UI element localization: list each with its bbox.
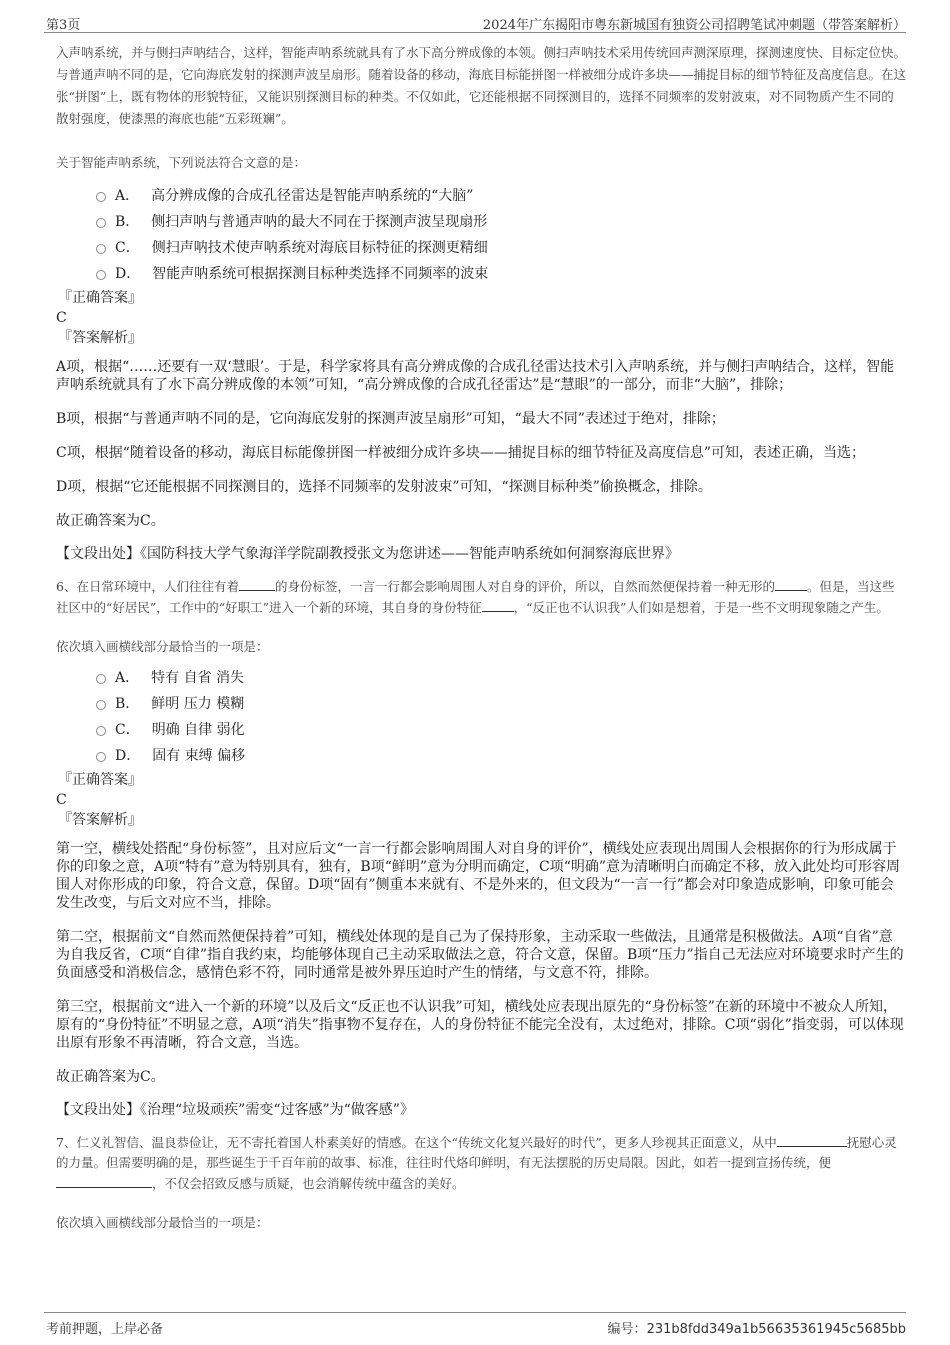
- radio-icon[interactable]: [96, 752, 106, 762]
- q5-option-a[interactable]: A． 高分辨成像的合成孔径雷达是智能声呐系统的“大脑”: [96, 182, 906, 208]
- q6-source: 【文段出处】《治理“垃圾顽疾”需变“过客感”为“做客感”》: [56, 1102, 414, 1118]
- document-title: 2024年广东揭阳市粤东新城国有独资公司招聘笔试冲刺题（带答案解析）: [482, 18, 906, 33]
- page-header: [44, 10, 906, 33]
- q5-analysis: [56, 358, 906, 530]
- q5-analysis-c: C项，根据“随着设备的移动，海底目标能像拼图一样被细分成许多块——捕捉目标的细节特征及高度信息”可知，表述正确，当选；: [56, 445, 866, 461]
- q6-answer: C: [56, 792, 67, 808]
- radio-icon[interactable]: [96, 244, 106, 254]
- radio-icon[interactable]: [96, 726, 106, 736]
- page-content: [56, 42, 906, 1234]
- q6-question: 依次填入画横线部分最恰当的一项是：: [56, 639, 269, 654]
- q6-answer-label: 『正确答案』: [58, 772, 142, 788]
- q5-source: 【文段出处】《国防科技大学气象海洋学院副教授张文为您讲述——智能声呐系统如何洞察海底世界》: [56, 546, 679, 562]
- q6-option-b[interactable]: B． 鲜明 压力 模糊: [96, 690, 906, 716]
- radio-icon[interactable]: [96, 674, 106, 684]
- q6-analysis-blank2: 第二空，根据前文“自然而然便保持着”可知，横线处体现的是自己为了保持形象，主动采取一些做法，且通常是积极做法。A项“自省”意为自我反省，C项“自律”指自我约束，均能够体现自己主动采取做法之意，符合文意，保留。B项“压力”指自己无法应对环境要求时产生的负面感受和消极信念，感情色彩不符，同时通常是被外界压迫时产生的情绪，与文意不符，排除。: [56, 929, 904, 981]
- q5-option-d[interactable]: D． 智能声呐系统可根据探测目标种类选择不同频率的波束: [96, 260, 906, 286]
- q5-answer-label: 『正确答案』: [58, 290, 142, 306]
- q7-stem: 7、仁义礼智信、温良恭俭让，无不寄托着国人朴素美好的情感。在这个“传统文化复兴最好的时代”，更多人珍视其正面意义，从中 抚慰心灵的力量。但需要明确的是，那些诞生于千百年前的故事、标准，往往时代烙印鲜明，有无法摆脱的历史局限。因此，如若一提到宣扬传统，便，不仅会招致反感与质疑，也会消解传统中蕴含的美好。: [56, 1132, 906, 1194]
- radio-icon[interactable]: [96, 700, 106, 710]
- q6-conclusion: 故正确答案为C。: [56, 1069, 165, 1085]
- q5-analysis-a: A项，根据“……还要有一双‘慧眼’。于是，科学家将具有高分辨成像的合成孔径雷达技术引入声呐系统，并与侧扫声呐结合，这样，智能声呐系统就具有了水下高分辨成像的本领”可知，“高分辨成像的合成孔径雷达”是“慧眼”的一部分，而非“大脑”，排除；: [56, 359, 895, 393]
- q5-analysis-d: D项，根据“它还能根据不同探测目的，选择不同频率的发射波束”可知，“探测目标种类”偷换概念，排除。: [56, 479, 712, 495]
- radio-icon[interactable]: [96, 218, 106, 228]
- radio-icon[interactable]: [96, 192, 106, 202]
- document-code: 231b8fdd349a1b56635361945c5685bb: [646, 1322, 906, 1337]
- page-footer: [44, 1312, 906, 1339]
- page-number: 第3页: [46, 18, 81, 33]
- q5-analysis-label: 『答案解析』: [58, 330, 142, 346]
- footer-slogan: 考前押题，上岸必备: [46, 1322, 164, 1337]
- q5-question: 关于智能声呐系统，下列说法符合文意的是：: [56, 155, 307, 170]
- q5-analysis-b: B项，根据“与普通声呐不同的是，它向海底发射的探测声波呈扇形”可知，“最大不同”表述过于绝对，排除；: [56, 411, 725, 427]
- blank-line: [239, 576, 275, 591]
- q6-stem: 6、在日常环境中，人们往往有着 的身份标签，一言一行都会影响周围人对自身的评价，所以，自然而然便保持着一种无形的 。但是，当这些社区中的“好居民”，工作中的“好职工”进入一个新的环境，其自身的身份特征 ，“反正也不认识我”人们如是想着，于是一些不文明现象随之产生。: [56, 576, 906, 618]
- q5-passage: 入声呐系统，并与侧扫声呐结合，这样，智能声呐系统就具有了水下高分辨成像的本领。侧扫声呐技术采用传统回声测深原理，探测速度快、目标定位快。与普通声呐不同的是，它向海底发射的探测声波呈扇形。随着设备的移动，海底目标能拼图一样被细分成许多块——捕捉目标的细节特征及高度信息。在这张“拼图”上，既有物体的形貌特征，又能识别探测目标的种类。不仅如此，它还能根据不同探测目的，选择不同频率的发射波束，对不同物质产生不同的散射强度，使漆黑的海底也能“五彩斑斓”。: [56, 45, 907, 126]
- q6-analysis-label: 『答案解析』: [58, 812, 142, 828]
- q6-analysis-blank3: 第三空，根据前文“进入一个新的环境”以及后文“反正也不认识我”可知，横线处应表现出原先的“身份标签”在新的环境中不被众人所知，原有的“身份特征”不明显之意，A项“消失”指事物不复存在，人的身份特征不能完全没有，太过绝对，排除。C项“弱化”指变弱，可以体现出原有形象不再清晰，符合文意，当选。: [56, 999, 904, 1051]
- q5-option-b[interactable]: B． 侧扫声呐与普通声呐的最大不同在于探测声波呈现扇形: [96, 208, 906, 234]
- q6-option-c[interactable]: C． 明确 自律 弱化: [96, 716, 906, 742]
- q6-option-a[interactable]: A． 特有 自省 消失: [96, 664, 906, 690]
- blank-line: [482, 597, 514, 612]
- blank-line: [777, 1132, 847, 1147]
- q6-options: [96, 664, 906, 768]
- q6-analysis-blank1: 第一空，横线处搭配“身份标签”，且对应后文“一言一行都会影响周围人对自身的评价”，横线处应表现出周围人会根据你的行为形成属于你的印象之意，A项“特有”意为特别具有，独有，B项“鲜明”意为分明而确定，C项“明确”意为清晰明白而确定不移，放入此处均可形容周围人对你形成的印象，符合文意，保留。D项“固有”侧重本来就有、不是外来的，但文段为“一言一行”都会对印象造成影响，印象可能会发生改变，与后文对应不当，排除。: [56, 841, 901, 911]
- q5-option-c[interactable]: C． 侧扫声呐技术使声呐系统对海底目标特征的探测更精细: [96, 234, 906, 260]
- q5-answer: C: [56, 310, 67, 326]
- q5-conclusion: 故正确答案为C。: [56, 513, 165, 529]
- q6-analysis: [56, 840, 906, 1086]
- radio-icon[interactable]: [96, 270, 106, 280]
- q5-options: [96, 182, 906, 286]
- footer-code: 编号：231b8fdd349a1b56635361945c5685bb: [607, 1322, 906, 1337]
- q6-option-d[interactable]: D． 固有 束缚 偏移: [96, 742, 906, 768]
- q7-question: 依次填入画横线部分最恰当的一项是：: [56, 1215, 269, 1230]
- blank-line: [56, 1173, 152, 1188]
- blank-line: [775, 576, 807, 591]
